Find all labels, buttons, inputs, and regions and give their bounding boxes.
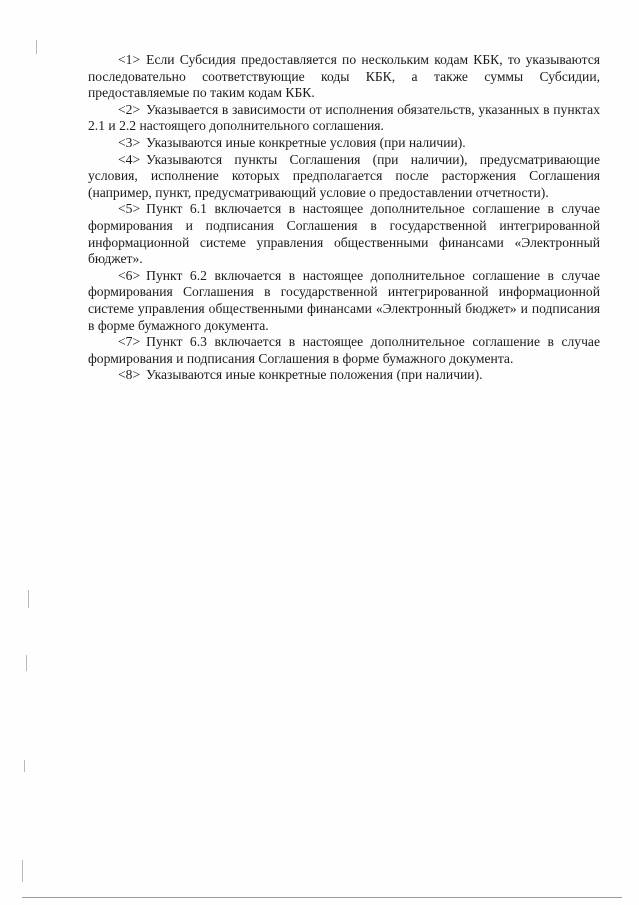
footnote-text: Указывается в зависимости от исполнения обязательств, указанных в пунктах 2.1 и 2.2 настоящего дополнительного соглашения.: [88, 101, 600, 134]
footnote-2: [88, 102, 600, 135]
footnote-4: [88, 152, 600, 202]
footnote-text: Пункт 6.2 включается в настоящее дополнительное соглашение в случае формирования Соглашения в государственной интегрированной информационной системе управления общественными финансами «Электронный бюджет» и подписания в форме бумажного документа.: [88, 267, 600, 333]
footnote-marker: <8>: [118, 367, 141, 383]
footnote-1: [88, 52, 600, 102]
footnote-marker: <5>: [118, 201, 141, 217]
footnote-text: Если Субсидия предоставляется по нескольким кодам КБК, то указываются последовательно соответствующие коды КБК, а также суммы Субсидии, предоставляемые по таким кодам КБК.: [88, 52, 600, 101]
footnote-marker: <3>: [118, 134, 141, 150]
scan-margin-mark: [22, 860, 23, 882]
footnote-3: [88, 135, 600, 152]
footnote-text: Указываются иные конкретные условия (при наличии).: [146, 134, 466, 150]
footnotes-list: [88, 52, 600, 384]
footnote-marker: <1>: [118, 52, 141, 67]
footnote-text: Пункт 6.3 включается в настоящее дополнительное соглашение в случае формирования и подписания Соглашения в форме бумажного документа.: [88, 334, 600, 366]
footnote-text: Указываются иные конкретные положения (при наличии).: [146, 367, 483, 383]
footnote-marker: <4>: [118, 151, 141, 167]
footnote-marker: <6>: [118, 267, 141, 283]
scan-margin-mark: [28, 590, 29, 608]
scan-margin-mark: [24, 760, 25, 772]
footnote-5: [88, 201, 600, 267]
footnote-8: [88, 367, 600, 384]
footnote-marker: <7>: [118, 334, 141, 350]
footnote-6: [88, 268, 600, 334]
footnote-marker: <2>: [118, 101, 141, 117]
scan-margin-mark: [36, 40, 37, 54]
scan-margin-mark: [26, 655, 27, 671]
footnote-7: [88, 334, 600, 367]
footnote-text: Пункт 6.1 включается в настоящее дополнительное соглашение в случае формирования и подписания Соглашения в государственной интегрированной информационной системе управления общественными финансами «Электронный бюджет».: [88, 201, 600, 267]
scan-bottom-edge: [22, 897, 622, 898]
footnote-text: Указываются пункты Соглашения (при наличии), предусматривающие условия, исполнение которых предполагается после расторжения Соглашения (например, пункт, предусматривающий условие о предоставлении отчетности).: [88, 151, 600, 200]
